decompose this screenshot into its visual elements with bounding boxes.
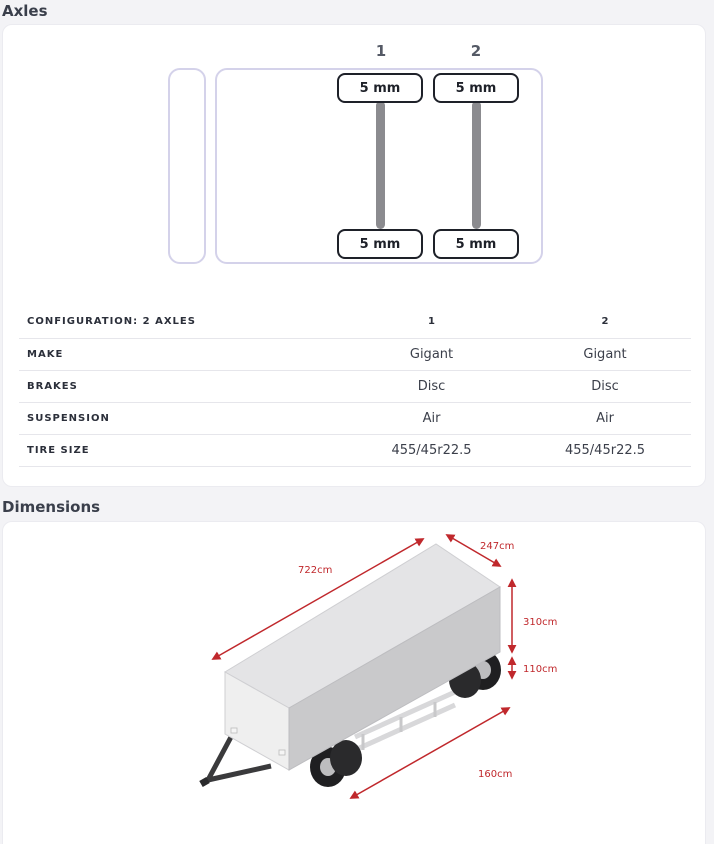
axles-section-title: Axles (2, 2, 48, 20)
row-label: MAKE (19, 338, 344, 370)
length-label: 722cm (298, 565, 333, 576)
axle-number-1: 1 (375, 42, 387, 60)
table-row-brakes (19, 370, 691, 402)
trailer-front-outline (168, 68, 206, 264)
row-value: 455/45r22.5 (519, 434, 691, 466)
column-header-2: 2 (519, 306, 691, 338)
tire-axle2-top[interactable]: 5 mm (433, 73, 519, 103)
wheelbase-label: 160cm (478, 769, 513, 780)
row-value: Gigant (519, 338, 691, 370)
table-row-make (19, 338, 691, 370)
row-label: BRAKES (19, 370, 344, 402)
table-header-row (19, 306, 691, 338)
tire-axle1-bottom[interactable]: 5 mm (337, 229, 423, 259)
row-value: Air (344, 402, 519, 434)
dimensions-section-title: Dimensions (2, 498, 101, 516)
column-header-1: 1 (344, 306, 519, 338)
table-row-suspension (19, 402, 691, 434)
tire-axle2-bottom[interactable]: 5 mm (433, 229, 519, 259)
row-value: Disc (519, 370, 691, 402)
axle-bar-2 (472, 101, 481, 229)
axle-number-2: 2 (470, 42, 482, 60)
trailer-dimension-illustration (3, 522, 707, 844)
tire-axle1-top[interactable]: 5 mm (337, 73, 423, 103)
dimensions-card (2, 521, 706, 844)
row-value: Air (519, 402, 691, 434)
table-row-tire-size (19, 434, 691, 466)
height-label: 310cm (523, 617, 558, 628)
clearance-label: 110cm (523, 664, 558, 675)
config-label: CONFIGURATION: 2 AXLES (19, 306, 344, 338)
row-value: Gigant (344, 338, 519, 370)
row-label: TIRE SIZE (19, 434, 344, 466)
axle-spec-table (19, 306, 691, 467)
axle-bar-1 (376, 101, 385, 229)
axle-diagram (3, 25, 707, 275)
row-value: 455/45r22.5 (344, 434, 519, 466)
width-label: 247cm (480, 541, 515, 552)
row-value: Disc (344, 370, 519, 402)
axles-card (2, 24, 706, 487)
row-label: SUSPENSION (19, 402, 344, 434)
